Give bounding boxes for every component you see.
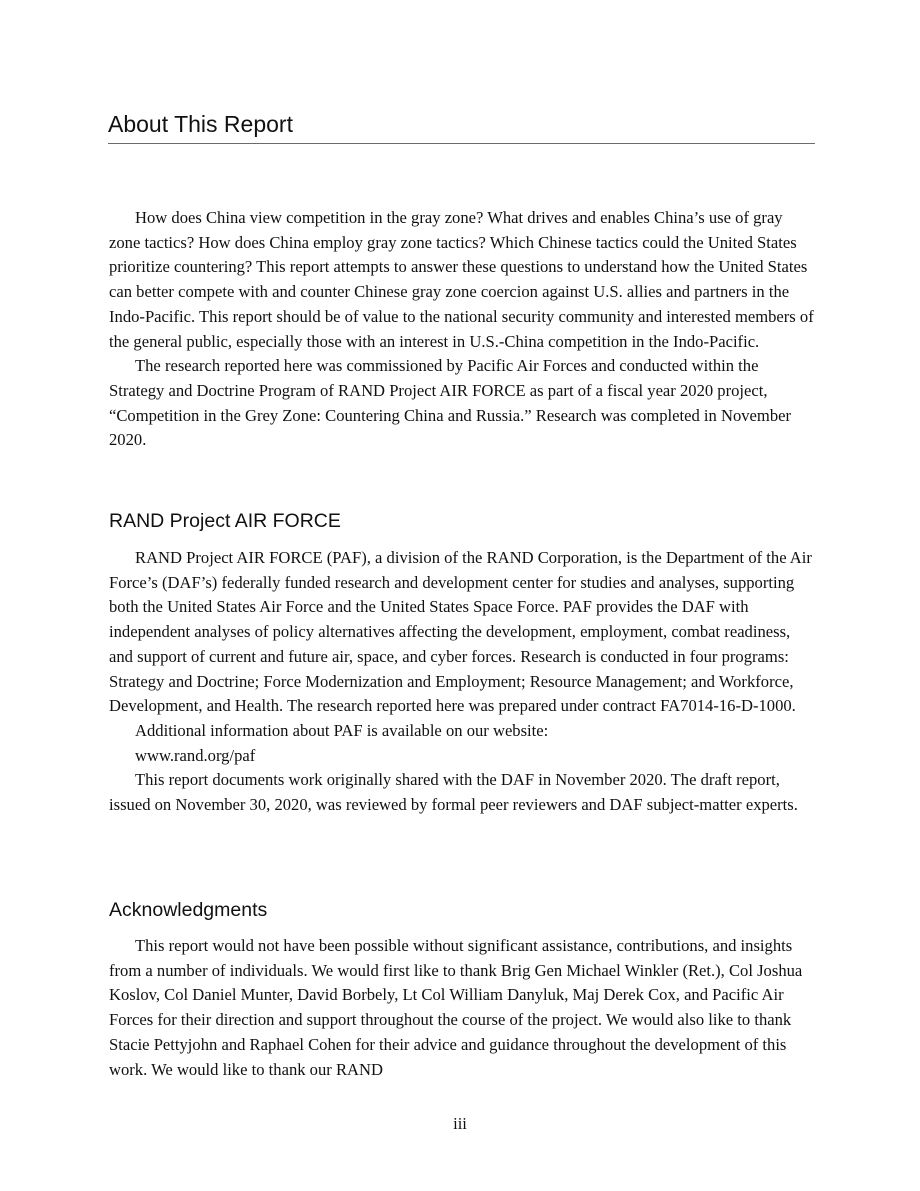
paf-section (109, 546, 815, 818)
intro-section (109, 206, 815, 453)
acknowledgments-paragraph-1: This report would not have been possible without significant assistance, contributions, and insights from a number of individuals. We would first like to thank Brig Gen Michael Winkler (Ret.), Col Joshua Koslov, Col Daniel Munter, David Borbely, Lt Col William Danyluk, Maj Derek Cox, and Pacific Air Forces for their direction and support throughout the course of the project. We would also like to thank Stacie Pettyjohn and Raphael Cohen for their advice and guidance throughout the development of this work. We would like to thank our RAND (109, 936, 803, 1079)
acknowledgments-section (109, 934, 815, 1082)
acknowledgments-heading: Acknowledgments (109, 899, 268, 921)
page-title: About This Report (108, 111, 293, 137)
intro-paragraph-2: The research reported here was commissioned by Pacific Air Forces and conducted within the Strategy and Doctrine Program of RAND Project AIR FORCE as part of a fiscal year 2020 project, “Competition in the Grey Zone: Countering China and Russia.” Research was completed in November 2020. (109, 356, 792, 450)
paf-section-heading: RAND Project AIR FORCE (109, 510, 341, 532)
title-divider (108, 143, 815, 144)
paf-paragraph-2: Additional information about PAF is available on our website: (135, 720, 549, 740)
intro-paragraph-1: How does China view competition in the gray zone? What drives and enables China’s use of gray zone tactics? How does China employ gray zone tactics? Which Chinese tactics could the United States prioritize countering? This report attempts to answer these questions to understand how the United States can better compete with and counter Chinese gray zone coercion against U.S. allies and partners in the Indo-Pacific. This report should be of value to the national security community and interested members of the general public, especially those with an interest in U.S.-China competition in the Indo-Pacific. (109, 208, 814, 351)
page-number: iii (453, 1114, 467, 1133)
paf-website-link[interactable]: www.rand.org/paf (135, 745, 256, 765)
paf-paragraph-1: RAND Project AIR FORCE (PAF), a division of the RAND Corporation, is the Department of the Air Force’s (DAF’s) federally funded research and development center for studies and analyses, supporting both the United States Air Force and the United States Space Force. PAF provides the DAF with independent analyses of policy alternatives affecting the development, employment, combat readiness, and support of current and future air, space, and cyber forces. Research is conducted in four programs: Strategy and Doctrine; Force Modernization and Employment; Resource Management; and Workforce, Development, and Health. The research reported here was prepared under contract FA7014-16-D-1000. (109, 548, 812, 716)
paf-paragraph-4: This report documents work originally shared with the DAF in November 2020. The draft report, issued on November 30, 2020, was reviewed by formal peer reviewers and DAF subject-matter experts. (109, 770, 798, 815)
